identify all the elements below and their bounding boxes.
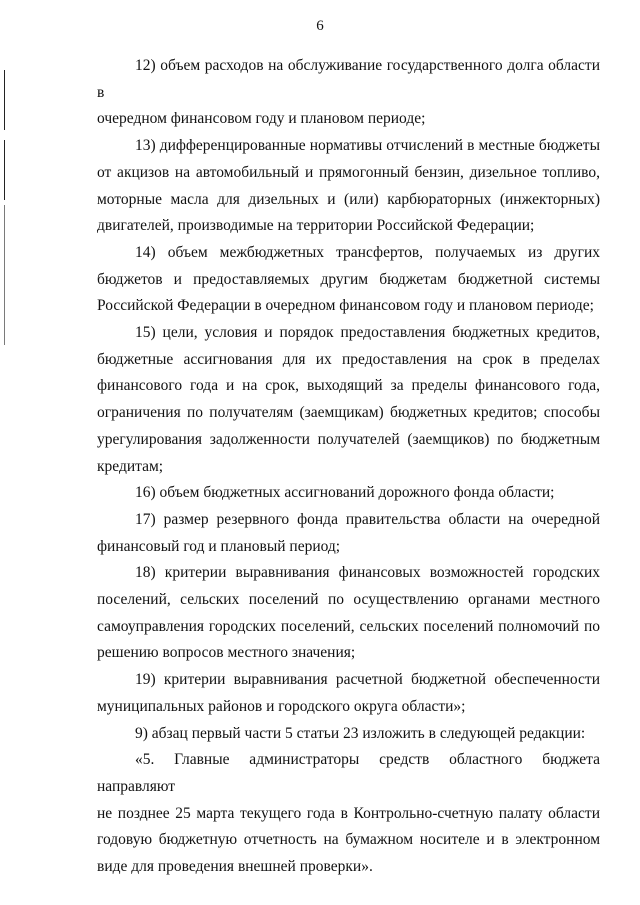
paragraph bbox=[97, 320, 600, 480]
paragraph-line: ограничения по получателям (заемщикам) бюджетных кредитов; способы bbox=[97, 404, 600, 422]
paragraph-line: 13) дифференцированные нормативы отчислений в местные бюджеты bbox=[135, 137, 600, 155]
paragraph-line: не позднее 25 марта текущего года в Контрольно-счетную палату области bbox=[97, 804, 600, 822]
paragraph bbox=[97, 133, 600, 240]
paragraph bbox=[97, 53, 600, 133]
paragraph-line: решению вопросов местного значения; bbox=[97, 644, 356, 662]
document-body bbox=[97, 53, 600, 881]
paragraph-line: 14) объем межбюджетных трансфертов, получаемых из других bbox=[135, 243, 600, 261]
paragraph-line: 15) цели, условия и порядок предоставления бюджетных кредитов, bbox=[135, 324, 600, 342]
paragraph-line: 16) объем бюджетных ассигнований дорожного фонда области; bbox=[135, 484, 555, 502]
margin-mark bbox=[4, 70, 5, 130]
paragraph-line: моторные масла для дизельных и (или) карбюраторных (инжекторных) bbox=[97, 190, 600, 208]
paragraph-line: финансовый год и плановый период; bbox=[97, 537, 341, 555]
paragraph bbox=[97, 667, 600, 720]
paragraph-line: «5. Главные администраторы средств областного бюджета направляют bbox=[97, 751, 600, 795]
paragraph-line: финансового года и на срок, выходящий за пределы финансового года, bbox=[97, 377, 600, 395]
margin-mark bbox=[4, 140, 5, 200]
paragraph-line: самоуправления городских поселений, сельских поселений полномочий по bbox=[97, 617, 600, 635]
page-number: 6 bbox=[316, 18, 324, 34]
margin-mark bbox=[4, 205, 5, 345]
paragraph-line: 17) размер резервного фонда правительства области на очередной bbox=[135, 510, 600, 528]
paragraph-line: 9) абзац первый части 5 статьи 23 изложить в следующей редакции: bbox=[135, 724, 586, 742]
paragraph-line: очередном финансовом году и плановом периоде; bbox=[97, 110, 426, 128]
paragraph bbox=[97, 560, 600, 667]
paragraph-line: виде для проведения внешней проверки». bbox=[97, 858, 373, 876]
paragraph bbox=[97, 721, 600, 748]
paragraph-line: 18) критерии выравнивания финансовых возможностей городских bbox=[135, 564, 600, 582]
paragraph-line: годовую бюджетную отчетность на бумажном носителе и в электронном bbox=[97, 831, 600, 849]
paragraph-line: двигателей, производимые на территории Российской Федерации; bbox=[97, 217, 535, 235]
paragraph bbox=[97, 507, 600, 560]
paragraph-line: бюджетные ассигнования для их предоставления на срок в пределах bbox=[97, 350, 600, 368]
paragraph bbox=[97, 747, 600, 881]
paragraph-line: урегулирования задолженности получателей (заемщиков) по бюджетным bbox=[97, 430, 600, 448]
paragraph bbox=[97, 240, 600, 320]
paragraph-line: от акцизов на автомобильный и прямогонный бензин, дизельное топливо, bbox=[97, 163, 600, 181]
paragraph-line: кредитам; bbox=[97, 457, 164, 475]
paragraph-line: 12) объем расходов на обслуживание государственного долга области в bbox=[97, 57, 600, 101]
paragraph bbox=[97, 480, 600, 507]
paragraph-line: муниципальных районов и городского округа области»; bbox=[97, 697, 466, 715]
paragraph-line: Российской Федерации в очередном финансовом году и плановом периоде; bbox=[97, 297, 594, 315]
paragraph-line: бюджетов и предоставляемых другим бюджетам бюджетной системы bbox=[97, 270, 600, 288]
paragraph-line: 19) критерии выравнивания расчетной бюджетной обеспеченности bbox=[135, 671, 600, 689]
paragraph-line: поселений, сельских поселений по осуществлению органами местного bbox=[97, 591, 600, 609]
